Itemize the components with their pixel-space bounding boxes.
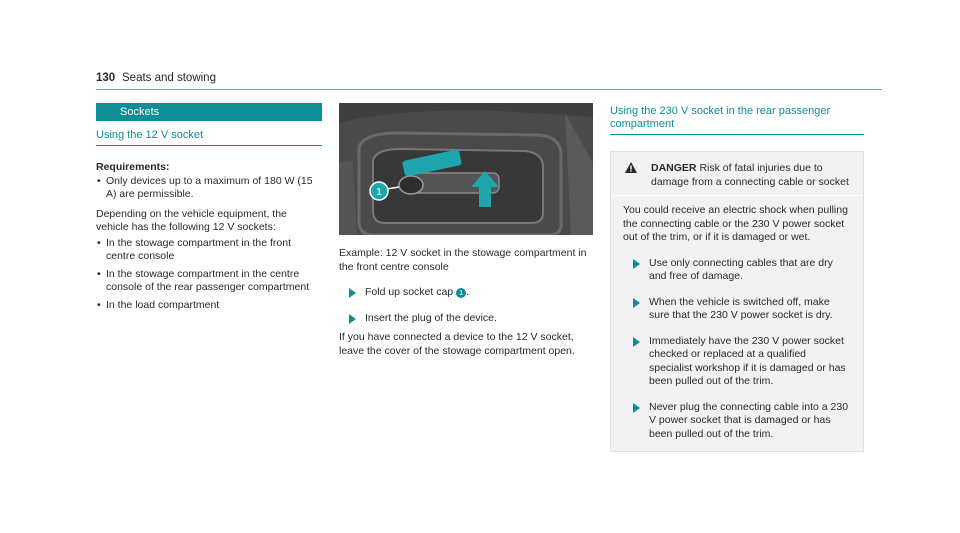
step-suffix: . bbox=[466, 286, 469, 298]
page-number: 130 bbox=[96, 72, 116, 84]
step-text: Immediately have the 230 V power socket checked or replaced at a qualified specialist workshop if it is damaged or has been pulled out of the trim. bbox=[649, 334, 846, 387]
subheading-230v: Using the 230 V socket in the rear passenger compartment bbox=[610, 105, 864, 135]
danger-step bbox=[623, 401, 851, 442]
step-text: When the vehicle is switched off, make sure that the 230 V power socket is dry. bbox=[649, 295, 833, 321]
socket-item bbox=[96, 299, 322, 313]
danger-step bbox=[623, 257, 851, 284]
step-arrow-icon bbox=[633, 259, 640, 269]
requirements-label: Requirements: bbox=[96, 161, 170, 173]
image-caption: Example: 12 V socket in the stowage compartment in the front centre console bbox=[339, 247, 587, 273]
callout-badge-icon: 1 bbox=[456, 288, 466, 298]
image-callout-1: 1 bbox=[376, 187, 382, 198]
step-text: Fold up socket cap bbox=[365, 286, 454, 298]
socket-item bbox=[96, 237, 322, 264]
danger-step bbox=[623, 335, 851, 389]
danger-box bbox=[610, 151, 864, 452]
danger-label: DANGER bbox=[651, 162, 697, 174]
step-text: Never plug the connecting cable into a 230 V power socket that is damaged or has been pulled out of the trim. bbox=[649, 400, 849, 440]
warning-triangle-icon bbox=[625, 162, 637, 178]
danger-body bbox=[623, 196, 851, 441]
step-text: Use only connecting cables that are dry and free of damage. bbox=[649, 256, 833, 282]
header-divider bbox=[96, 89, 882, 90]
note-text: If you have connected a device to the 12 V socket, leave the cover of the stowage compartment open. bbox=[339, 331, 575, 357]
requirement-text: Only devices up to a maximum of 180 W (15 A) are permissible. bbox=[106, 174, 313, 200]
requirement-item bbox=[96, 175, 322, 202]
socket-photo bbox=[339, 103, 593, 235]
bullet-icon: • bbox=[97, 298, 101, 311]
step-text: Insert the plug of the device. bbox=[365, 311, 497, 324]
danger-body-text: You could receive an electric shock when pulling the connecting cable or the 230 V power socket out of the trim, or if it is damaged or wet. bbox=[623, 204, 848, 243]
socket-text: In the stowage compartment in the centre console of the rear passenger compartment bbox=[106, 267, 310, 293]
danger-header bbox=[611, 162, 863, 196]
step-arrow-icon bbox=[633, 298, 640, 308]
danger-title: Risk of fatal injuries due to damage from a connecting cable or socket bbox=[651, 162, 849, 188]
socket-text: In the load compartment bbox=[106, 298, 220, 311]
right-column bbox=[610, 103, 864, 452]
bullet-icon: • bbox=[97, 267, 101, 280]
socket-item bbox=[96, 268, 322, 295]
console-illustration bbox=[339, 103, 593, 235]
step-arrow-icon bbox=[349, 288, 356, 298]
page-header-title: Seats and stowing bbox=[122, 72, 216, 84]
step-arrow-icon bbox=[633, 337, 640, 347]
middle-column bbox=[339, 103, 593, 358]
sockets-intro: Depending on the vehicle equipment, the vehicle has the following 12 V sockets: bbox=[96, 207, 287, 233]
step-arrow-icon bbox=[633, 403, 640, 413]
subheading-12v: Using the 12 V socket bbox=[96, 129, 322, 146]
section-title-bar: Sockets bbox=[96, 103, 322, 121]
danger-step bbox=[623, 296, 851, 323]
step-arrow-icon bbox=[349, 314, 356, 324]
bullet-icon: • bbox=[97, 236, 101, 249]
socket-text: In the stowage compartment in the front centre console bbox=[106, 236, 292, 262]
step-insert-plug bbox=[339, 312, 593, 326]
step-fold-up-cap bbox=[339, 286, 593, 300]
left-column bbox=[96, 103, 322, 312]
bullet-icon: • bbox=[97, 174, 101, 187]
